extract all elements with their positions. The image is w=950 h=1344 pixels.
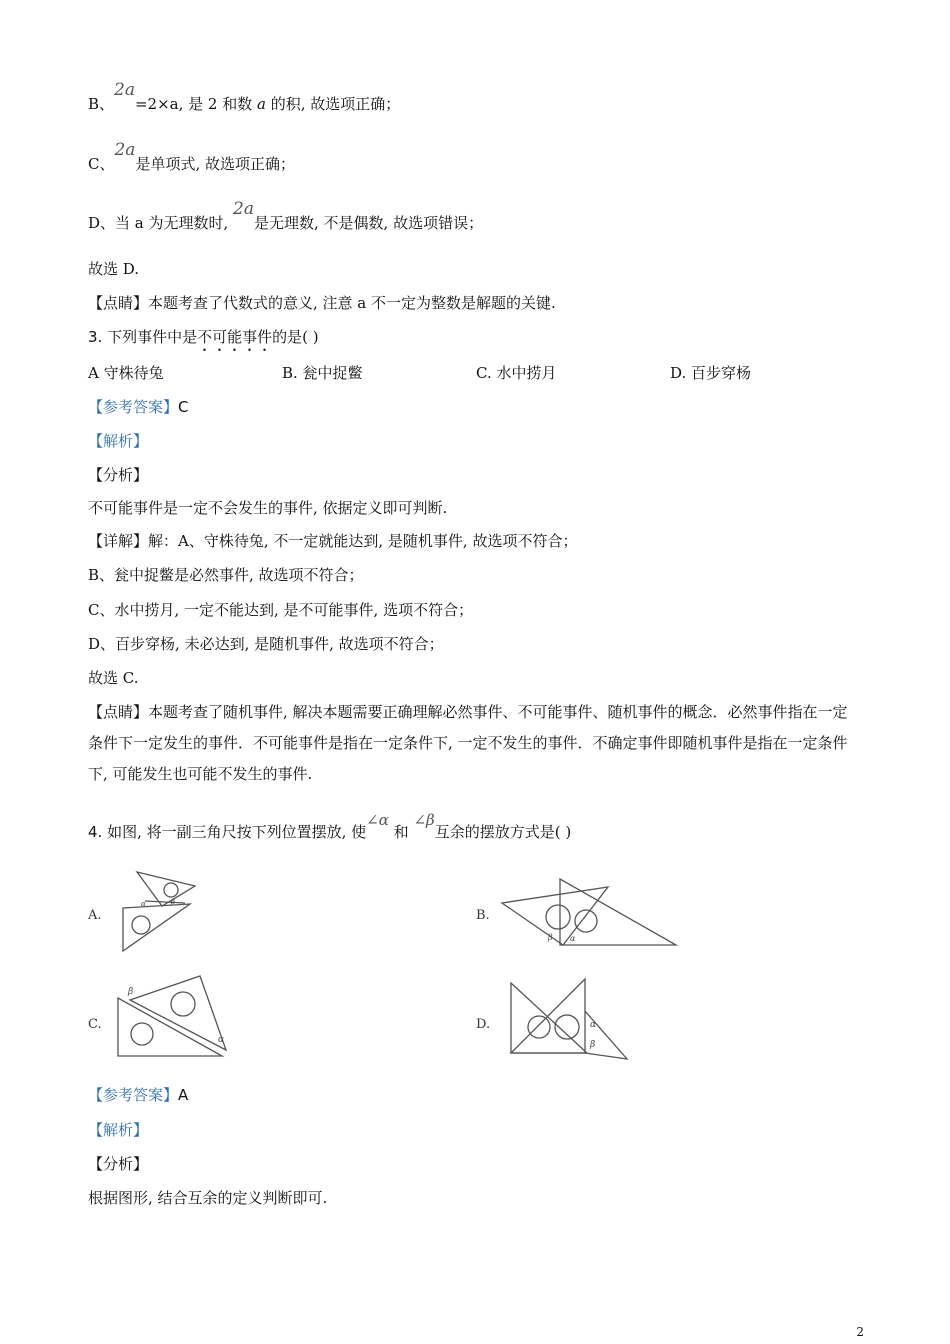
edge-line xyxy=(145,901,185,903)
q3-detail-1: 【详解】解：A、守株待兔, 不一定就能达到, 是随机事件, 故选项不符合； xyxy=(88,532,578,550)
label-alpha: α xyxy=(218,1035,225,1045)
answer-value: A xyxy=(178,1086,189,1104)
triangle-hole xyxy=(528,1016,550,1038)
option-text: 是单项式, 故选项正确； xyxy=(135,155,295,173)
triangle-mid xyxy=(511,979,585,1053)
stem-text: . 下列事件中是 xyxy=(97,328,198,346)
emphasized-text: 不可能事件 xyxy=(197,328,273,346)
q3-option-b: B. 瓮中捉鳖 xyxy=(282,364,363,382)
option-text: =2×a, 是 2 和数 xyxy=(134,95,257,113)
q3-option-a: A 守株待兔 xyxy=(88,364,164,382)
figure-label-c: C. xyxy=(88,1017,102,1032)
math-2a: 2a xyxy=(114,80,135,100)
question-number: 3 xyxy=(88,328,98,346)
q4-stem xyxy=(88,811,572,842)
label-beta: β xyxy=(548,933,553,942)
q4-analysis-label: 【解析】 xyxy=(88,1121,149,1139)
q3-fenxi-text: 不可能事件是一定不会发生的事件, 依据定义即可判断. xyxy=(88,499,448,517)
question-number: 4 xyxy=(88,823,98,841)
q3-option-d: D. 百步穿杨 xyxy=(670,364,752,382)
q2-option-c xyxy=(88,140,295,174)
triangle-hole xyxy=(171,992,195,1016)
figure-d xyxy=(505,975,630,1065)
label-beta: β xyxy=(590,1040,596,1050)
q3-detail-2: B、瓮中捉鳖是必然事件, 故选项不符合； xyxy=(88,566,364,584)
triangle-right xyxy=(585,1011,627,1059)
option-text: 是无理数, 不是偶数, 故选项错误； xyxy=(254,214,484,232)
option-text: 的积, 故选项正确； xyxy=(265,95,401,113)
q3-note: 【点睛】本题考查了随机事件, 解决本题需要正确理解必然事件、不可能事件、随机事件的概念．必然事件指在一定条件下一定发生的事件．不可能事件是指在一定条件下, 一定不发生的事件．不确定事件即随机事件是指在一定条件下, 可能发生也可能不发生的事件. xyxy=(88,703,848,783)
label-alpha: α xyxy=(141,900,146,908)
triangle-hole xyxy=(546,905,570,929)
label-alpha: α xyxy=(590,1020,597,1030)
triangle-hole xyxy=(575,910,597,932)
figure-label-b: B. xyxy=(476,908,490,923)
stem-text: 和 xyxy=(393,823,409,841)
math-var-a: a xyxy=(257,95,266,113)
figure-c xyxy=(112,970,232,1060)
q3-conclusion: 故选 C. xyxy=(88,669,139,687)
label-alpha: α xyxy=(570,934,576,943)
triangle-right xyxy=(560,879,676,945)
option-prefix: D、当 a 为无理数时, xyxy=(88,214,234,232)
answer-label: 【参考答案】 xyxy=(88,398,179,416)
label-beta: β xyxy=(128,987,134,997)
option-prefix: B、 xyxy=(88,95,115,113)
triangle-hole xyxy=(164,883,178,897)
stem-text: 互余的摆放方式是( ) xyxy=(434,823,572,841)
q4-answer xyxy=(88,1085,188,1105)
q2-option-d xyxy=(88,199,484,233)
triangle-hole xyxy=(132,916,150,934)
math-2a: 2a xyxy=(233,199,254,219)
q3-detail-3: C、水中捞月, 一定不能达到, 是不可能事件, 选项不符合； xyxy=(88,601,474,619)
q4-fenxi-text: 根据图形, 结合互余的定义判断即可. xyxy=(88,1189,328,1207)
stem-text: . 如图, 将一副三角尺按下列位置摆放, 使 xyxy=(97,823,367,841)
angle-beta: ∠β xyxy=(413,811,435,829)
q3-option-c: C. 水中捞月 xyxy=(476,364,557,382)
figure-b xyxy=(498,875,683,955)
triangle-left xyxy=(502,887,608,945)
option-prefix: C、 xyxy=(88,155,115,173)
angle-alpha: ∠α xyxy=(366,811,389,829)
q3-fenxi-label: 【分析】 xyxy=(88,466,149,484)
q3-answer xyxy=(88,397,189,417)
math-2a: 2a xyxy=(114,140,136,160)
answer-value: C xyxy=(178,398,189,416)
page-number: 2 xyxy=(856,1325,864,1339)
q3-detail-4: D、百步穿杨, 未必达到, 是随机事件, 故选项不符合； xyxy=(88,635,444,653)
figure-label-a: A. xyxy=(88,908,102,923)
q2-note: 【点睛】本题考查了代数式的意义, 注意 a 不一定为整数是解题的关键. xyxy=(88,294,556,312)
q3-stem xyxy=(88,327,319,355)
figure-a xyxy=(115,866,205,956)
answer-label: 【参考答案】 xyxy=(88,1086,179,1104)
triangle-hole xyxy=(131,1023,153,1045)
q2-conclusion: 故选 D. xyxy=(88,260,140,278)
q2-option-b xyxy=(88,80,401,114)
stem-text: 的是( ) xyxy=(272,328,319,346)
label-beta: β xyxy=(171,898,176,906)
q4-fenxi-label: 【分析】 xyxy=(88,1155,149,1173)
q3-analysis-label: 【解析】 xyxy=(88,432,149,450)
figure-label-d: D. xyxy=(476,1017,491,1032)
triangle-bottom xyxy=(123,904,190,951)
